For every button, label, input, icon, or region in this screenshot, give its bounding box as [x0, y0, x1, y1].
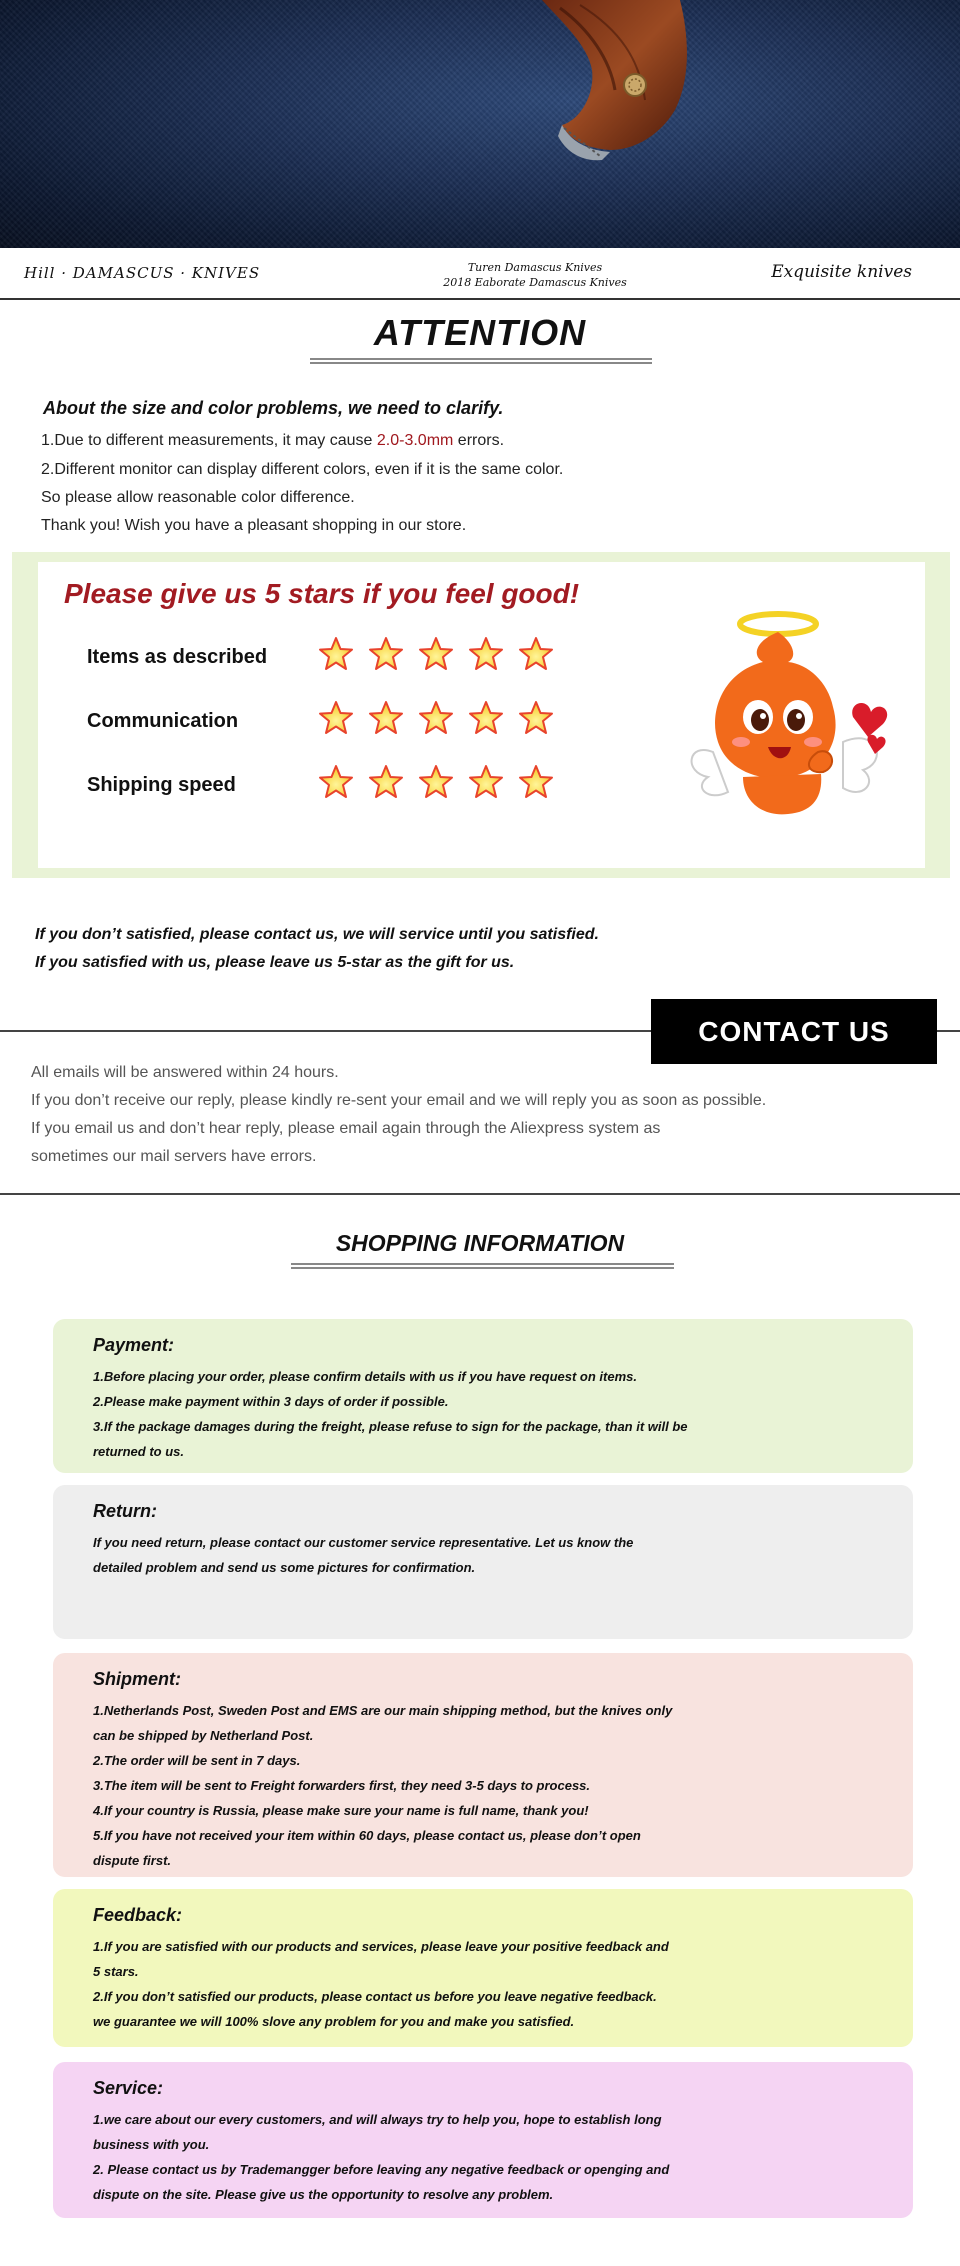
attention-line-1: [41, 432, 504, 450]
rating-label-items: Items as described: [87, 646, 268, 668]
card-line: 3.The item will be sent to Freight forwarders first, they need 3-5 days to process.: [93, 1778, 591, 1793]
card-line: returned to us.: [93, 1444, 185, 1459]
rating-card: [38, 562, 925, 868]
brand-tagline-line2: 2018 Eaborate Damascus Knives: [443, 276, 627, 289]
star-icon: [418, 764, 454, 800]
attention-line-4: Thank you! Wish you have a pleasant shopping in our store.: [41, 517, 467, 534]
attention-line-1-end: errors.: [453, 432, 505, 449]
attention-title: ATTENTION: [373, 312, 587, 353]
star-icon: [318, 700, 354, 736]
brand-tagline: [400, 260, 670, 290]
brand-bar: [0, 248, 960, 300]
card-line: dispute first.: [93, 1853, 172, 1868]
card-line: business with you.: [93, 2137, 210, 2152]
star-icon: [468, 700, 504, 736]
angel-mascot-icon: [683, 602, 893, 832]
feedback-card: [53, 1889, 913, 2047]
shopping-underline: [291, 1263, 674, 1269]
card-line: 3.If the package damages during the freight, please refuse to sign for the package, than it will be: [93, 1419, 688, 1434]
rating-title: Please give us 5 stars if you feel good!: [64, 578, 580, 609]
service-card: [53, 2062, 913, 2218]
shipment-title: Shipment:: [93, 1669, 181, 1689]
star-icon: [368, 764, 404, 800]
return-title: Return:: [93, 1501, 157, 1521]
attention-line-1-text: 1.Due to different measurements, it may cause: [41, 432, 377, 449]
payment-title: Payment:: [93, 1335, 175, 1355]
card-line: 2.The order will be sent in 7 days.: [93, 1753, 301, 1768]
card-line: 2.Please make payment within 3 days of order if possible.: [93, 1394, 449, 1409]
rating-stars-communication: [318, 700, 554, 736]
service-lines: [93, 2107, 913, 2207]
payment-card: [53, 1319, 913, 1473]
feedback-lines: [93, 1934, 913, 2034]
brand-name: Hill · DAMASCUS · KNIVES: [24, 264, 261, 282]
shopping-title: SHOPPING INFORMATION: [335, 1230, 625, 1256]
star-icon: [318, 636, 354, 672]
card-line: 5.If you have not received your item within 60 days, please contact us, please don’t open: [93, 1828, 641, 1843]
brand-tagline-line1: Turen Damascus Knives: [467, 261, 603, 274]
rating-stars-items: [318, 636, 554, 672]
star-icon: [318, 764, 354, 800]
satisfied-line-2: If you satisfied with us, please leave us 5-star as the gift for us.: [35, 954, 515, 971]
star-icon: [368, 636, 404, 672]
contact-line-4: sometimes our mail servers have errors.: [31, 1148, 317, 1165]
rating-panel: [12, 552, 950, 878]
return-lines: [93, 1530, 913, 1580]
card-line: 4.If your country is Russia, please make sure your name is full name, thank you!: [93, 1803, 589, 1818]
star-icon: [418, 700, 454, 736]
attention-subtitle: About the size and color problems, we need to clarify.: [43, 398, 504, 418]
card-line: detailed problem and send us some pictures for confirmation.: [93, 1560, 476, 1575]
card-line: If you need return, please contact our customer service representative. Let us know the: [93, 1535, 634, 1550]
attention-line-3: So please allow reasonable color difference.: [41, 489, 355, 506]
attention-underline: [310, 358, 652, 364]
card-line: dispute on the site. Please give us the opportunity to resolve any problem.: [93, 2187, 554, 2202]
service-title: Service:: [93, 2078, 164, 2098]
star-icon: [468, 636, 504, 672]
card-line: 2.If you don’t satisfied our products, please contact us before you leave negative feedback.: [93, 1989, 657, 2004]
payment-lines: [93, 1364, 913, 1464]
card-line: can be shipped by Netherland Post.: [93, 1728, 314, 1743]
section-divider: [0, 1193, 960, 1195]
star-icon: [518, 700, 554, 736]
card-line: 1.Before placing your order, please confirm details with us if you have request on items.: [93, 1369, 637, 1384]
star-icon: [518, 764, 554, 800]
feedback-title: Feedback:: [93, 1905, 183, 1925]
star-icon: [418, 636, 454, 672]
brand-slogan: Exquisite knives: [771, 262, 912, 282]
star-icon: [518, 636, 554, 672]
card-line: 1.If you are satisfied with our products and services, please leave your positive feedback and: [93, 1939, 669, 1954]
return-card: [53, 1485, 913, 1639]
shipment-card: [53, 1653, 913, 1877]
satisfied-line-1: If you don’t satisfied, please contact us, we will service until you satisfied.: [35, 926, 599, 943]
contact-line-1: All emails will be answered within 24 hours.: [31, 1064, 339, 1081]
card-line: 1.we care about our every customers, and will always try to help you, hope to establish long: [93, 2112, 662, 2127]
contact-us-button[interactable]: CONTACT US: [651, 999, 937, 1064]
card-line: 1.Netherlands Post, Sweden Post and EMS are our main shipping method, but the knives only: [93, 1703, 673, 1718]
card-line: 2. Please contact us by Trademangger before leaving any negative feedback or openging and: [93, 2162, 670, 2177]
card-line: we guarantee we will 100% slove any problem for you and make you satisfied.: [93, 2014, 575, 2029]
rating-label-communication: Communication: [87, 710, 239, 732]
denim-texture: [0, 0, 960, 248]
star-icon: [468, 764, 504, 800]
attention-line-2: 2.Different monitor can display different colors, even if it is the same color.: [41, 461, 564, 478]
hero-banner: [0, 0, 960, 248]
attention-error-range: 2.0-3.0mm: [376, 432, 454, 449]
knife-image: [540, 0, 720, 170]
contact-line-2: If you don’t receive our reply, please kindly re-sent your email and we will reply you as soon as possible.: [31, 1092, 767, 1109]
rating-label-shipping: Shipping speed: [87, 774, 236, 796]
shipment-lines: [93, 1698, 913, 1873]
rating-stars-shipping: [318, 764, 554, 800]
contact-line-3: If you email us and don’t hear reply, please email again through the Aliexpress system as: [31, 1120, 661, 1137]
star-icon: [368, 700, 404, 736]
card-line: 5 stars.: [93, 1964, 139, 1979]
